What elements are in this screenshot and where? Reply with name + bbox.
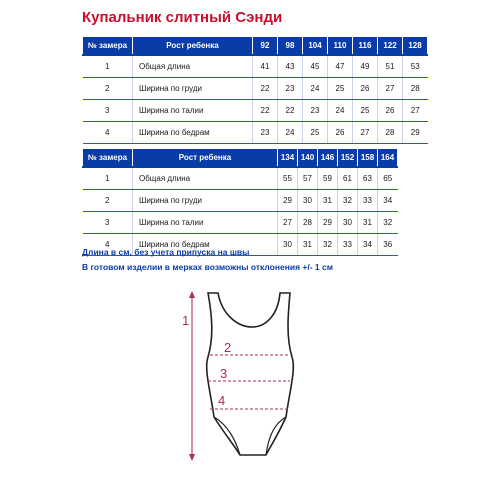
table-cell: 32 [338, 190, 358, 212]
table-cell: 28 [378, 122, 403, 144]
table-cell: 26 [328, 122, 353, 144]
table-row [83, 212, 398, 234]
measure-label-1: 1 [182, 313, 190, 328]
header-cell: 152 [338, 149, 358, 168]
table-cell: 28 [403, 78, 428, 100]
table-row [83, 78, 428, 100]
table-cell: 31 [358, 212, 378, 234]
header-cell: 164 [378, 149, 398, 168]
table-cell: 41 [253, 55, 278, 78]
table-row [83, 100, 428, 122]
table-cell: 24 [328, 100, 353, 122]
table-cell: 31 [318, 190, 338, 212]
table-cell: 23 [303, 100, 328, 122]
header-cell: Рост ребенка [133, 37, 253, 56]
table-cell: 23 [278, 78, 303, 100]
measure-label-2: 2 [224, 340, 232, 355]
table-cell: Ширина по груди [133, 190, 278, 212]
table-cell: 29 [403, 122, 428, 144]
table-cell: 2 [83, 78, 133, 100]
table-cell: 22 [253, 78, 278, 100]
table-cell: 22 [253, 100, 278, 122]
table-cell: 22 [278, 100, 303, 122]
table-cell: 27 [278, 212, 298, 234]
table-cell: 1 [83, 167, 133, 190]
table-cell: 3 [83, 100, 133, 122]
header-cell: 98 [278, 37, 303, 56]
table-cell: 24 [278, 122, 303, 144]
table-cell: 57 [298, 167, 318, 190]
measure-label-4: 4 [218, 393, 226, 408]
length-arrow-bottom [189, 454, 195, 461]
table-cell: 59 [318, 167, 338, 190]
table-cell: 4 [83, 234, 133, 256]
table-cell: 29 [318, 212, 338, 234]
header-cell: 92 [253, 37, 278, 56]
table-cell: 43 [278, 55, 303, 78]
table-cell: 49 [353, 55, 378, 78]
table-cell: 2 [83, 190, 133, 212]
table-cell: Общая длина [133, 167, 278, 190]
table-cell: 34 [358, 234, 378, 256]
table-cell: 27 [353, 122, 378, 144]
table-cell: 25 [328, 78, 353, 100]
table-row [83, 167, 398, 190]
table-cell: 26 [378, 100, 403, 122]
table-cell: 63 [358, 167, 378, 190]
header-cell: 128 [403, 37, 428, 56]
table-cell: 51 [378, 55, 403, 78]
table-cell: Ширина по талии [133, 100, 253, 122]
note-tolerance: В готовом изделии в мерках возможны отклонения +/- 1 см [82, 262, 334, 272]
table-row [83, 122, 428, 144]
table-header-row [83, 37, 428, 56]
table-cell: 53 [403, 55, 428, 78]
table-cell: 47 [328, 55, 353, 78]
table-cell: 65 [378, 167, 398, 190]
table-cell: 32 [318, 234, 338, 256]
table-cell: Ширина по груди [133, 78, 253, 100]
table-cell: 30 [298, 190, 318, 212]
table-cell: 25 [303, 122, 328, 144]
header-cell: 158 [358, 149, 378, 168]
table-cell: 31 [298, 234, 318, 256]
table-cell: 24 [303, 78, 328, 100]
header-cell: 146 [318, 149, 338, 168]
page-title: Купальник слитный Сэнди [82, 9, 283, 26]
table-row [83, 55, 428, 78]
table-cell: Ширина по бедрам [133, 234, 278, 256]
table-cell: 27 [403, 100, 428, 122]
measure-label-3: 3 [220, 366, 228, 381]
table-cell: 23 [253, 122, 278, 144]
table-cell: 33 [358, 190, 378, 212]
table-cell: 55 [278, 167, 298, 190]
table-cell: Ширина по талии [133, 212, 278, 234]
table-cell: Общая длина [133, 55, 253, 78]
header-cell: № замера [83, 149, 133, 168]
swimsuit-diagram [170, 285, 330, 470]
table-cell: 1 [83, 55, 133, 78]
table-cell: 26 [353, 78, 378, 100]
header-cell: 110 [328, 37, 353, 56]
header-cell: 104 [303, 37, 328, 56]
length-arrow-top [189, 291, 195, 298]
table-cell: Ширина по бедрам [133, 122, 253, 144]
header-cell: 140 [298, 149, 318, 168]
table-cell: 27 [378, 78, 403, 100]
table-cell: 4 [83, 122, 133, 144]
table-cell: 3 [83, 212, 133, 234]
size-table-2 [82, 148, 398, 256]
table-cell: 30 [278, 234, 298, 256]
size-table-1 [82, 36, 428, 144]
table-cell: 29 [278, 190, 298, 212]
table-cell: 45 [303, 55, 328, 78]
table-cell: 61 [338, 167, 358, 190]
table-header-row [83, 149, 398, 168]
note-length: Длина в см, без учета припуска на швы [82, 247, 250, 257]
table-cell: 28 [298, 212, 318, 234]
table-cell: 25 [353, 100, 378, 122]
table-cell: 34 [378, 190, 398, 212]
header-cell: 116 [353, 37, 378, 56]
header-cell: Рост ребенка [133, 149, 278, 168]
table-cell: 33 [338, 234, 358, 256]
header-cell: № замера [83, 37, 133, 56]
table-row [83, 190, 398, 212]
header-cell: 122 [378, 37, 403, 56]
table-cell: 32 [378, 212, 398, 234]
header-cell: 134 [278, 149, 298, 168]
table-cell: 30 [338, 212, 358, 234]
table-cell: 36 [378, 234, 398, 256]
